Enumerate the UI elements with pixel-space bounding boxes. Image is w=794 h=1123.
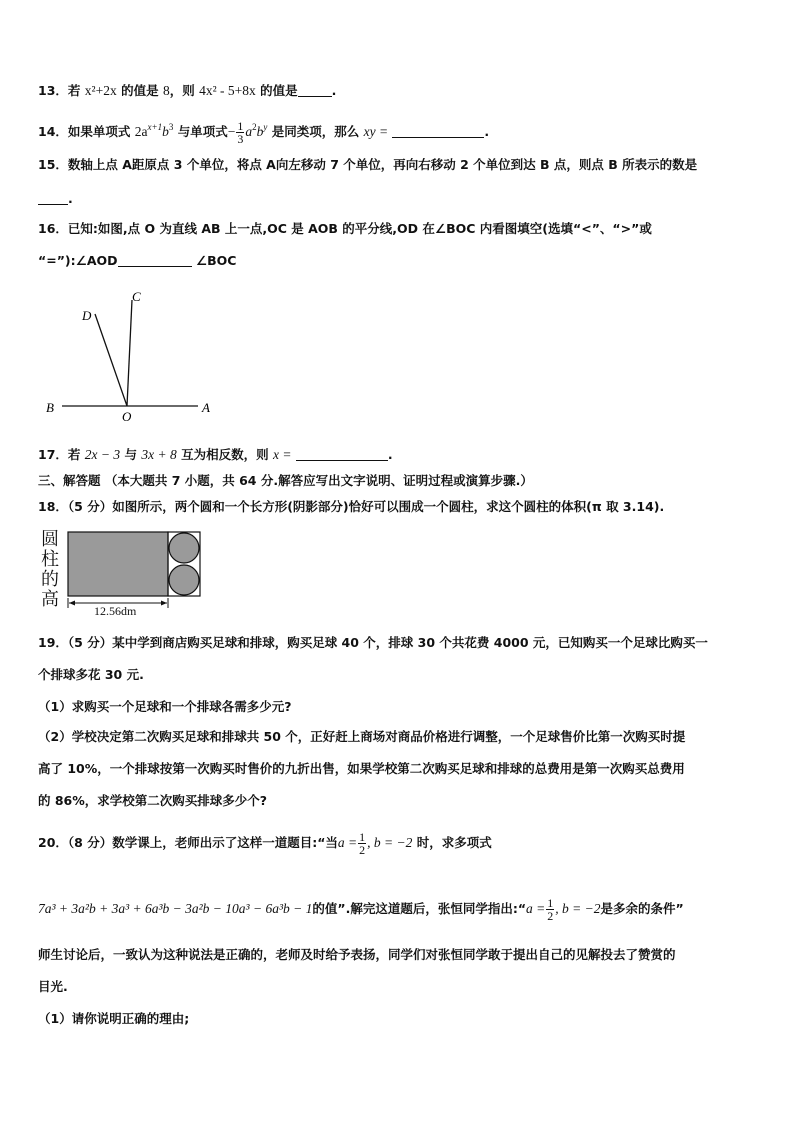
q14-number: 14． — [38, 124, 68, 139]
question-14: 14．如果单项式 $2a^{x+1}b^3$ 与单项式− $\frac{1}{3}$ $a^2b^y$ 是同类项，那么 xy = . — [38, 119, 490, 146]
question-19-part-2-line-3: 的 86%，求学校第二次购买排球多少个? — [38, 793, 268, 808]
q13-number: 13． — [38, 83, 68, 98]
question-16: 16．已知:如图,点 O 为直线 AB 上一点,OC 是 AOB 的平分线,OD 在∠BOC 内看图填空(选填“<”、“>”或 — [38, 221, 652, 236]
answer-blank[interactable] — [38, 192, 68, 205]
question-17: 17．若 2x − 3 与 3x + 8 互为相反数，则 x = . — [38, 447, 393, 462]
polynomial: 7a³ + 3a²b + 3a³ + 6a³b − 3a²b − 10a³ − 6a³b − 1 — [38, 901, 313, 916]
label-o: O — [122, 409, 132, 422]
shaded-rectangle — [68, 532, 168, 596]
angle-figure — [40, 282, 230, 422]
label-b: B — [46, 400, 54, 415]
answer-blank[interactable] — [118, 254, 192, 267]
q13-expression-2: 4x² - 5+8x — [199, 83, 256, 98]
ray-oc — [127, 300, 132, 406]
question-19-part-1: （1）求购买一个足球和一个排球各需多少元? — [38, 699, 292, 714]
fraction-one-half: $\frac{1}{2}$ — [359, 830, 366, 857]
q13-expression-1: x²+2x — [84, 83, 117, 98]
question-15-line-2: . — [38, 190, 73, 208]
question-19-part-2: （2）学校决定第二次购买足球和排球共 50 个，正好赶上商场对商品价格进行调整，一个足球售价比第一次购买时提 — [38, 729, 686, 744]
width-label: 12.56dm — [94, 604, 137, 618]
answer-blank[interactable] — [296, 448, 388, 461]
bottom-circle — [169, 565, 199, 595]
question-19-part-2-line-2: 高了 10%，一个排球按第一次购买时售价的九折出售，如果学校第二次购买足球和排球的总费用是第一次购买总费用 — [38, 761, 685, 776]
question-18: 18．（5 分）如图所示，两个圆和一个长方形(阴影部分)恰好可以围成一个圆柱，求这个圆柱的体积(π 取 3.14). — [38, 499, 665, 514]
fraction-one-third: $\frac{1}{3}$ — [237, 119, 244, 146]
label-a: A — [202, 400, 210, 415]
top-circle — [169, 533, 199, 563]
label-c: C — [132, 289, 141, 304]
question-20-line-4: 目光. — [38, 979, 68, 994]
fraction-one-half: $\frac{1}{2}$ — [547, 896, 554, 923]
section-three-heading: 三、解答题 （本大题共 7 小题，共 64 分.解答应写出文字说明、证明过程或演算步骤.） — [38, 473, 533, 488]
question-16-line-2: “=”):∠AOD ∠BOC — [38, 253, 237, 268]
answer-blank[interactable] — [392, 125, 484, 138]
question-13: 13．若 x²+2x 的值是 8，则 4x² - 5+8x 的值是 . — [38, 83, 337, 98]
side-label: 圆 柱 的 高 — [41, 529, 59, 610]
question-20-part-1: （1）请你说明正确的理由; — [38, 1011, 190, 1026]
question-20-line-3: 师生讨论后，一致认为这种说法是正确的，老师及时给予表扬，同学们对张恒同学敢于提出自己的见解投去了赞赏的 — [38, 947, 676, 962]
question-19-line-2: 个排球多花 30 元. — [38, 667, 144, 682]
answer-blank[interactable] — [298, 84, 332, 97]
ray-od — [95, 314, 127, 406]
question-15: 15．数轴上点 A距原点 3 个单位，将点 A向左移动 7 个单位，再向右移动 2 个单位到达 B 点，则点 B 所表示的数是 — [38, 157, 698, 172]
question-19: 19．（5 分）某中学到商店购买足球和排球，购买足球 40 个，排球 30 个共花费 4000 元，已知购买一个足球比购买一 — [38, 635, 708, 650]
cylinder-net-figure — [38, 530, 208, 616]
label-d: D — [82, 308, 92, 323]
question-20-line-2: 7a³ + 3a²b + 3a³ + 6a³b − 3a²b − 10a³ − 6a³b − 1的值”.解完这道题后，张恒同学指出:“a = $\frac{1}{2}$ , b = −2是多余的条件” — [38, 896, 684, 923]
question-20: 20．（8 分）数学课上，老师出示了这样一道题目:“当a = $\frac{1}{2}$ , b = −2 时，求多项式 — [38, 830, 492, 857]
